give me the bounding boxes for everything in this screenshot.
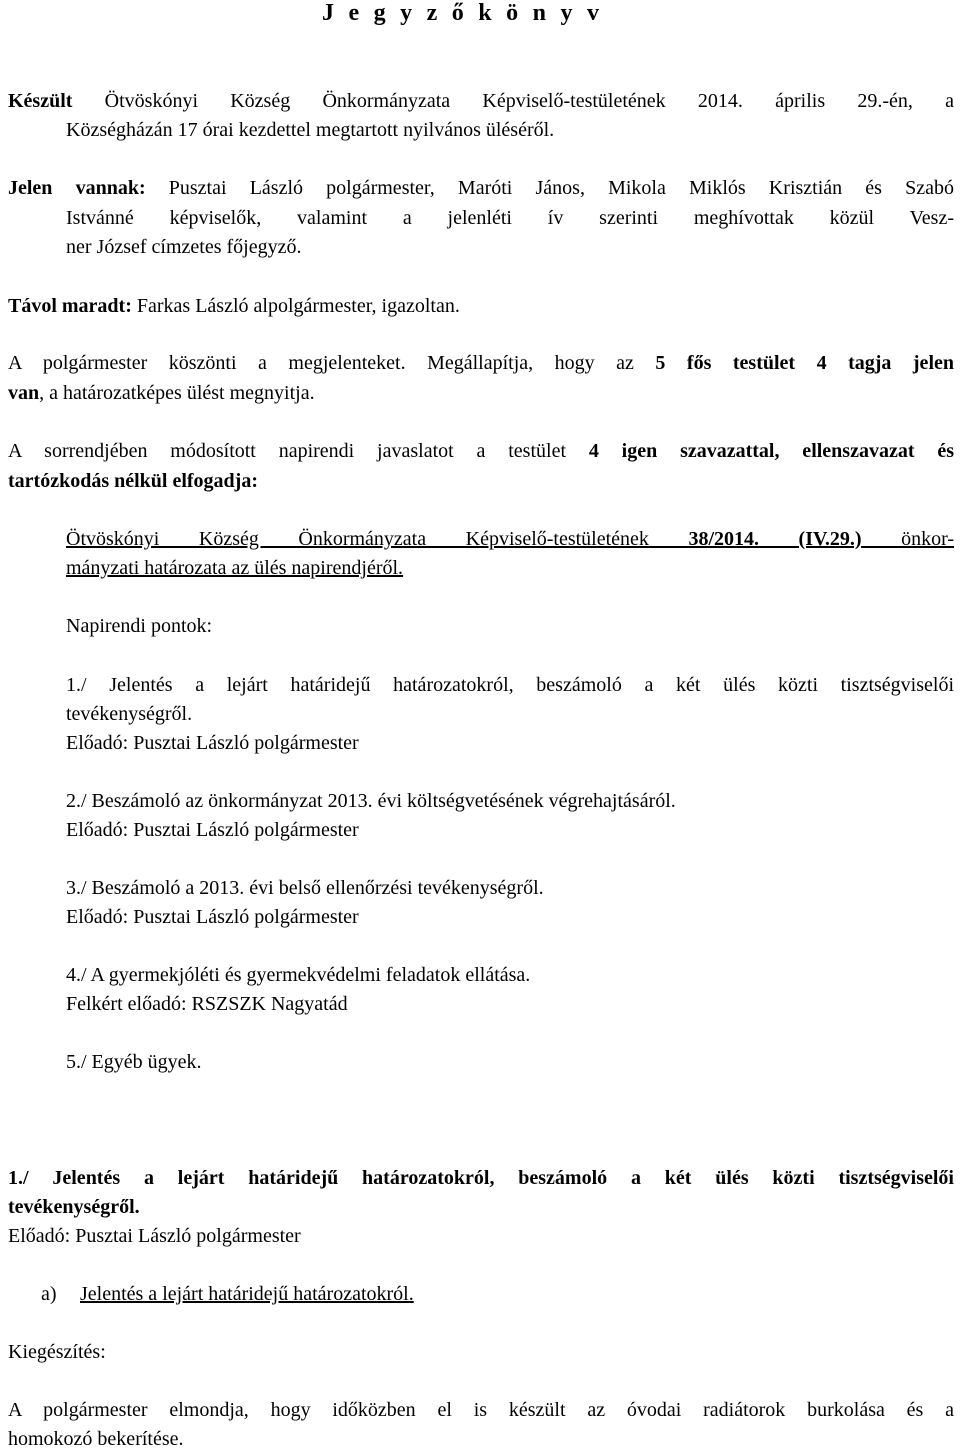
agenda-vote-bold-2: tartózkodás nélkül elfogadja: xyxy=(8,470,258,492)
agenda-item-4-presenter: Felkért előadó: RSZSZK Nagyatád xyxy=(66,993,348,1015)
present-label: Jelen vannak: xyxy=(8,177,146,199)
agenda-vote-line-2 xyxy=(8,468,258,494)
present-line-3: ner József címzetes főjegyző. xyxy=(66,236,302,258)
agenda-label: Napirendi pontok: xyxy=(66,615,213,637)
agenda-item-5-line-1: 5./ Egyéb ügyek. xyxy=(66,1051,202,1073)
document-title: Jegyzőkönyv xyxy=(322,0,614,26)
agenda-item-4-line-1: 4./ A gyermekjóléti és gyermekvédelmi feladatok ellátása. xyxy=(66,964,531,986)
resolution-number: 38/2014. (IV.29.) xyxy=(688,528,862,550)
resolution-text-2: önkor- xyxy=(861,528,954,550)
greeting-line-1 xyxy=(8,350,954,376)
agenda-item-3-presenter: Előadó: Pusztai László polgármester xyxy=(66,906,359,928)
greeting-line-2 xyxy=(8,380,315,406)
greeting-text-1: A polgármester köszönti a megjelenteket. Megállapítja, hogy az xyxy=(8,352,656,374)
agenda-item-1-presenter: Előadó: Pusztai László polgármester xyxy=(66,732,359,754)
subsection-title: Jelentés a lejárt határidejű határozatokról. xyxy=(80,1283,414,1305)
body-line-1: A polgármester elmondja, hogy időközben el is készült az óvodai radiátorok burkolása és a xyxy=(8,1399,954,1421)
section-heading-text-1: 1./ Jelentés a lejárt határidejű határozatokról, beszámoló a két ülés közti tisztségviselői xyxy=(8,1167,954,1189)
present-text-1: Pusztai László polgármester, Maróti János, Mikola Miklós Krisztián és Szabó xyxy=(145,177,954,199)
section-heading-text-2: tevékenységről. xyxy=(8,1196,140,1218)
resolution-text-1: Ötvöskónyi Község Önkormányzata Képviselő-testületének xyxy=(66,528,689,550)
agenda-item-2-presenter: Előadó: Pusztai László polgármester xyxy=(66,819,359,841)
intro-line-2: Községházán 17 órai kezdettel megtartott nyilvános üléséről. xyxy=(66,119,555,141)
intro-line-1 xyxy=(8,88,954,114)
present-line-1 xyxy=(8,175,954,201)
agenda-vote-bold-1: 4 igen szavazattal, ellenszavazat és xyxy=(588,440,954,462)
greeting-bold-1: 5 fős testület 4 tagja jelen xyxy=(655,352,954,374)
intro-label: Készült xyxy=(8,90,73,112)
section-heading-line-1 xyxy=(8,1165,954,1191)
absent-label: Távol maradt: xyxy=(8,295,132,317)
body-line-2: homokozó bekerítése. xyxy=(8,1428,184,1450)
subsection-marker: a) xyxy=(41,1283,57,1305)
resolution-line-1 xyxy=(66,526,954,552)
intro-text-1: Ötvöskónyi Község Önkormányzata Képviselő-testületének 2014. április 29.-én, a xyxy=(72,90,954,112)
agenda-item-2-line-1: 2./ Beszámoló az önkormányzat 2013. évi költségvetésének végrehajtásáról. xyxy=(66,790,676,812)
present-line-2: Istvánné képviselők, valamint a jelenléti ív szerinti meghívottak közül Vesz- xyxy=(66,207,954,229)
greeting-text-2: , a határozatképes ülést megnyitja. xyxy=(39,382,315,404)
section-heading-line-2 xyxy=(8,1194,140,1220)
agenda-item-1-line-1: 1./ Jelentés a lejárt határidejű határozatokról, beszámoló a két ülés közti tisztségviselői xyxy=(66,674,954,696)
section-presenter: Előadó: Pusztai László polgármester xyxy=(8,1225,301,1247)
agenda-vote-text-1: A sorrendjében módosított napirendi javaslatot a testület xyxy=(8,440,589,462)
agenda-item-1-line-2: tevékenységről. xyxy=(66,703,193,725)
absent-text: Farkas László alpolgármester, igazoltan. xyxy=(131,295,460,317)
resolution-line-2: mányzati határozata az ülés napirendjéről. xyxy=(66,557,404,579)
supplement-label: Kiegészítés: xyxy=(8,1341,106,1363)
greeting-bold-2: van xyxy=(8,382,40,404)
agenda-item-3-line-1: 3./ Beszámoló a 2013. évi belső ellenőrzési tevékenységről. xyxy=(66,877,544,899)
agenda-vote-line-1 xyxy=(8,438,954,464)
absent-line xyxy=(8,293,460,319)
